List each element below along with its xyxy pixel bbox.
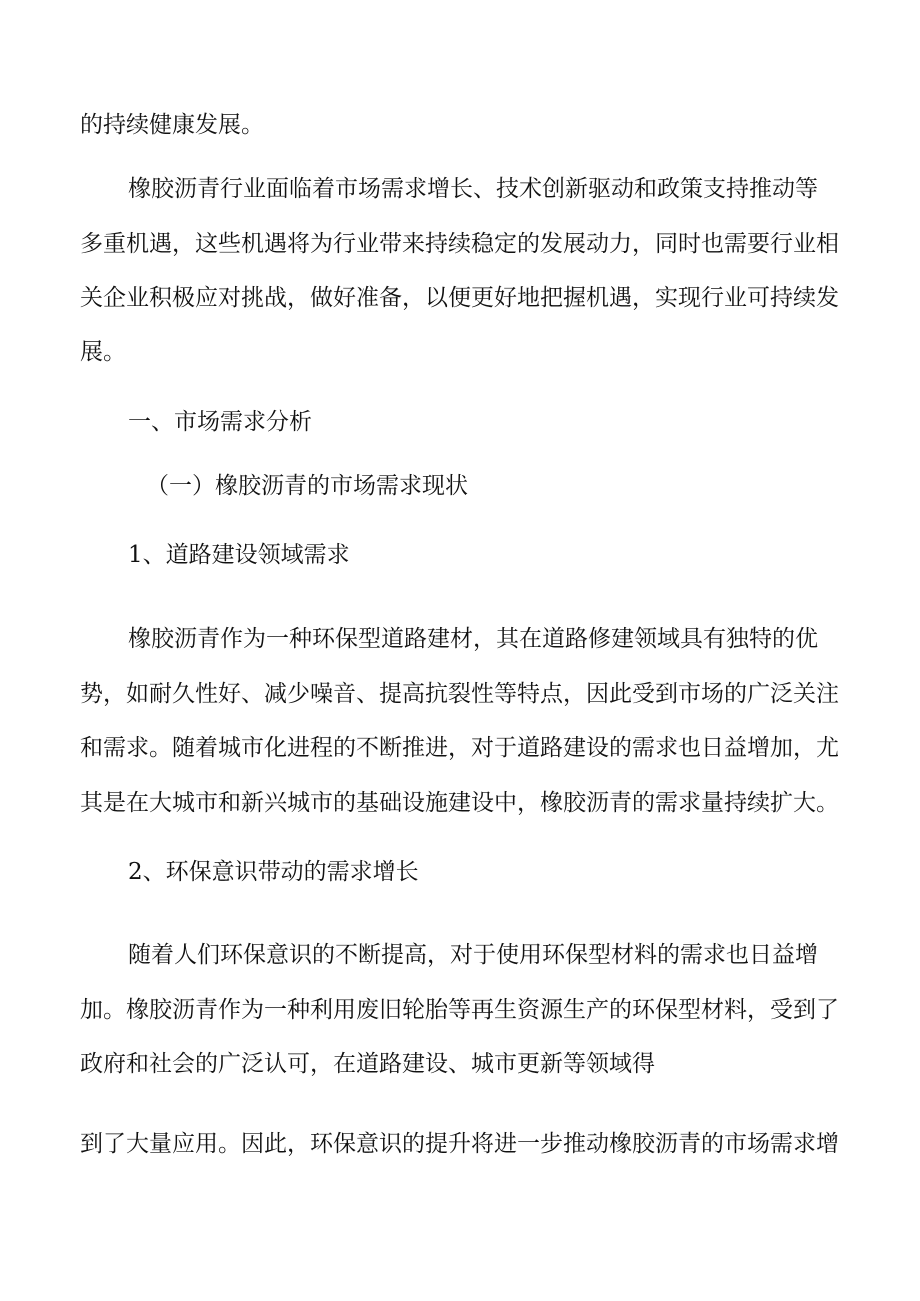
subsection-heading: （一）橡胶沥青的市场需求现状 [146,473,468,499]
paragraph-line: 到了大量应用。因此，环保意识的提升将进一步推动橡胶沥青的市场需求增 [80,1131,839,1157]
section-heading: 一、市场需求分析 [128,409,312,435]
paragraph-line: 势，如耐久性好、减少噪音、提高抗裂性等特点，因此受到市场的广泛关注 [80,681,839,707]
paragraph-line: 随着人们环保意识的不断提高，对于使用环保型材料的需求也日益增 [128,942,818,968]
paragraph-line: 和需求。随着城市化进程的不断推进，对于道路建设的需求也日益增加，尤 [80,735,839,761]
sub-subsection-heading: 2、环保意识带动的需求增长 [128,859,419,885]
paragraph-line: 的持续健康发展。 [80,112,264,138]
sub-subsection-heading: 1、道路建设领域需求 [128,542,350,568]
paragraph-line: 橡胶沥青行业面临着市场需求增长、技术创新驱动和政策支持推动等 [128,176,818,202]
paragraph-line: 展。 [80,339,126,365]
paragraph-line: 多重机遇，这些机遇将为行业带来持续稳定的发展动力，同时也需要行业相 [80,231,839,257]
paragraph-line: 关企业积极应对挑战，做好准备，以便更好地把握机遇，实现行业可持续发 [80,285,839,311]
paragraph-line: 政府和社会的广泛认可，在道路建设、城市更新等领域得 [80,1051,655,1077]
paragraph-line: 其是在大城市和新兴城市的基础设施建设中，橡胶沥青的需求量持续扩大。 [80,790,839,816]
paragraph-line: 橡胶沥青作为一种环保型道路建材，其在道路修建领域具有独特的优 [128,626,818,652]
paragraph-line: 加。橡胶沥青作为一种利用废旧轮胎等再生资源生产的环保型材料，受到了 [80,997,839,1023]
